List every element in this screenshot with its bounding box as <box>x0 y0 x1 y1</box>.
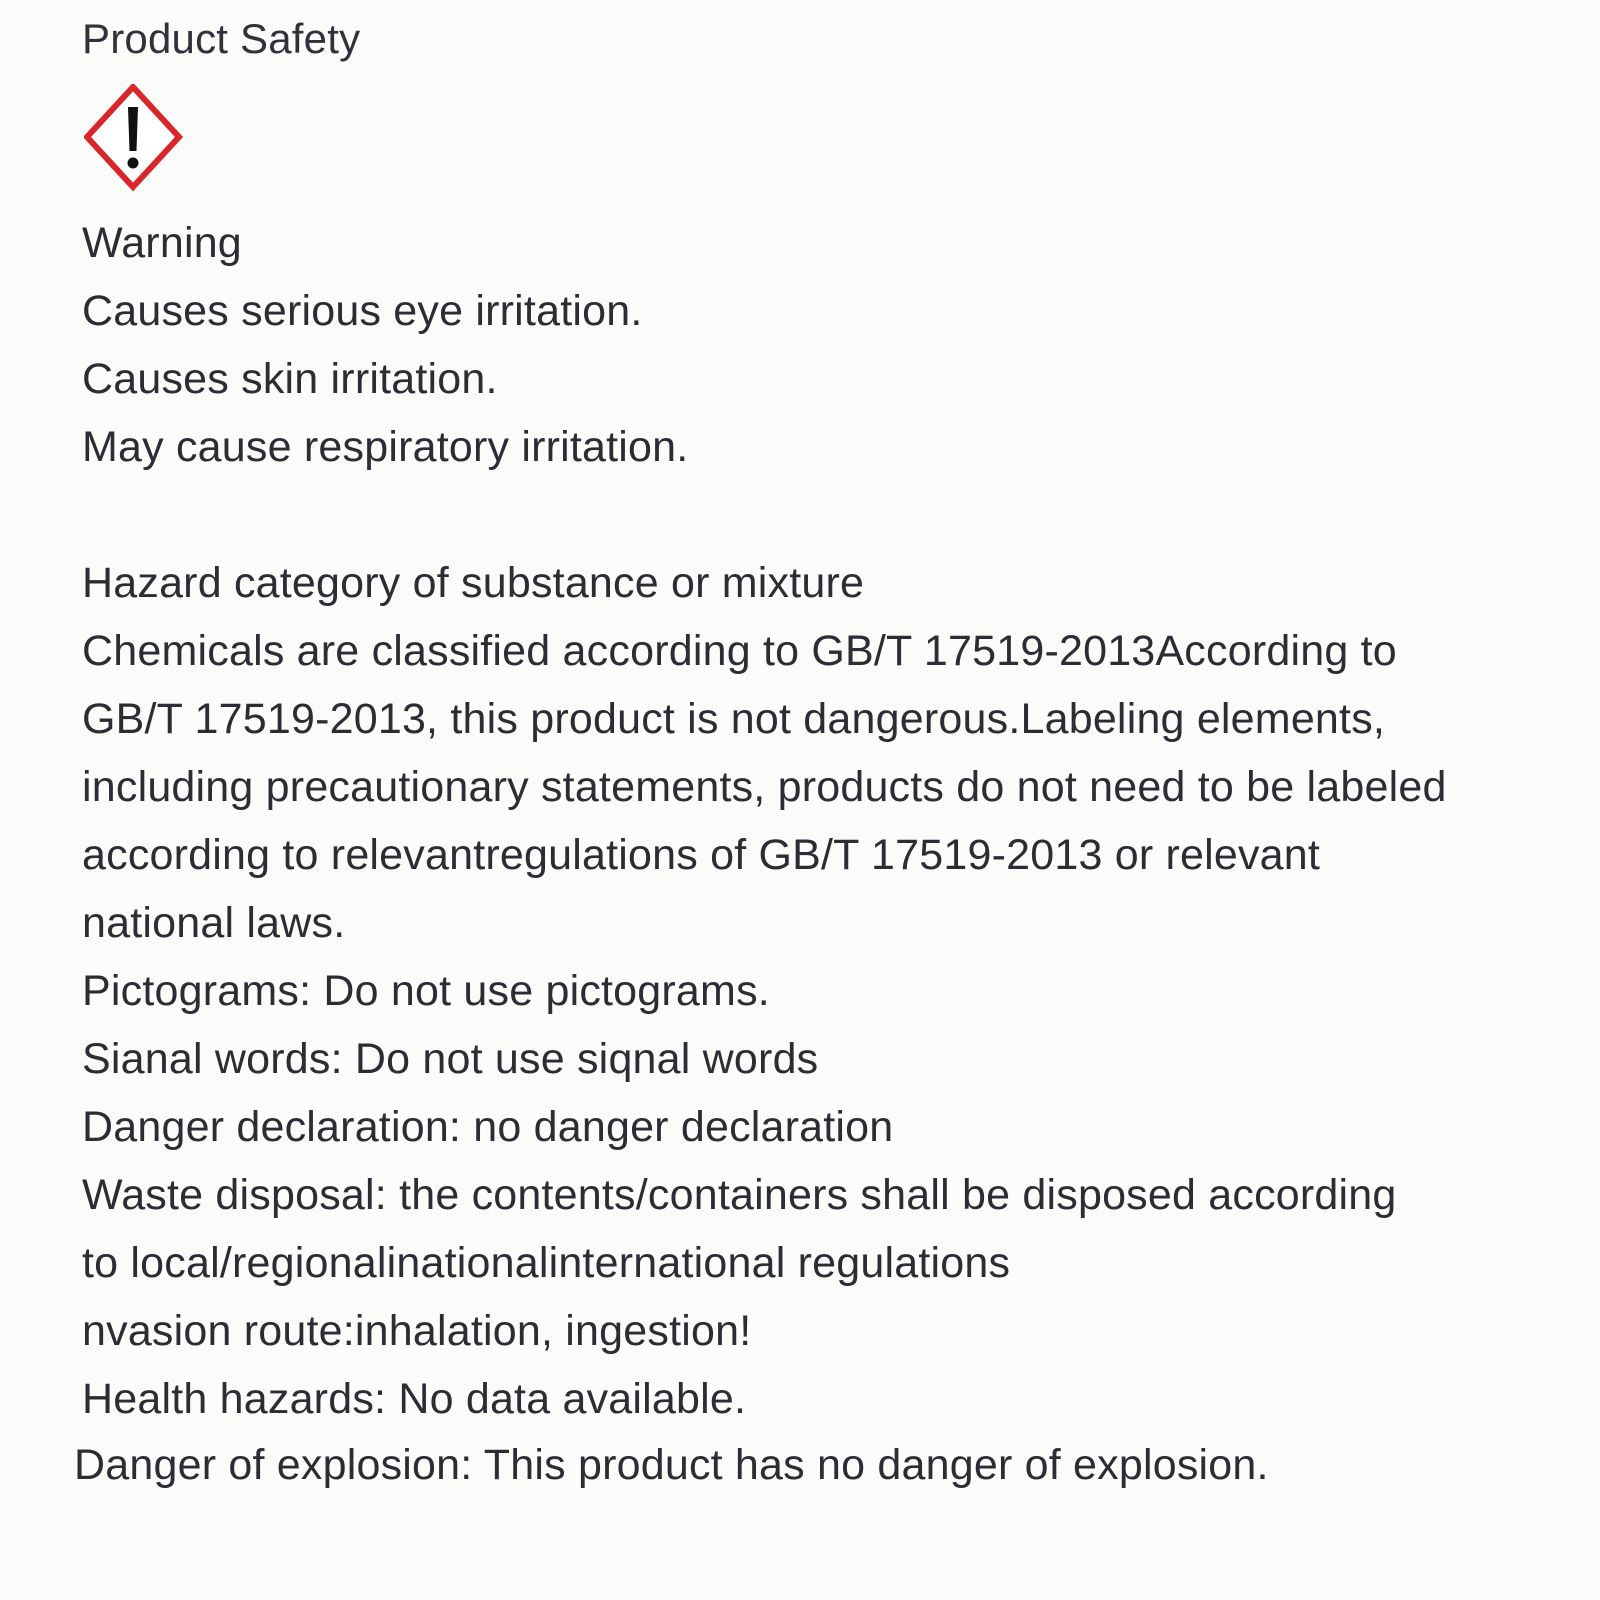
health-hazards-line: Health hazards: No data available. <box>82 1375 747 1423</box>
signal-words-line: Sianal words: Do not use siqnal words <box>82 1035 819 1083</box>
signal-word: Warning <box>82 219 242 267</box>
exclamation-hazard-icon <box>84 84 184 194</box>
hazard-statement: Causes serious eye irritation. <box>82 287 643 335</box>
classification-line: including precautionary statements, products do not need to be labeled <box>82 763 1447 811</box>
waste-disposal-line: Waste disposal: the contents/containers shall be disposed according <box>82 1171 1397 1219</box>
danger-declaration-line: Danger declaration: no danger declaration <box>82 1103 894 1151</box>
pictograms-line: Pictograms: Do not use pictograms. <box>82 967 770 1015</box>
hazard-statement: May cause respiratory irritation. <box>82 423 689 471</box>
page-title: Product Safety <box>82 15 361 62</box>
classification-line: according to relevantregulations of GB/T 17519-2013 or relevant <box>82 831 1321 879</box>
classification-line: GB/T 17519-2013, this product is not dangerous.Labeling elements, <box>82 695 1386 743</box>
invasion-route-line: nvasion route:inhalation, ingestion! <box>82 1307 752 1355</box>
classification-line: Chemicals are classified according to GB/T 17519-2013According to <box>82 627 1397 675</box>
classification-line: national laws. <box>82 899 346 947</box>
waste-disposal-line-continued: to local/regionalinationalinternational regulations <box>82 1239 1011 1287</box>
section-heading: Hazard category of substance or mixture <box>82 559 865 607</box>
hazard-statement: Causes skin irritation. <box>82 355 498 403</box>
explosion-danger-line: Danger of explosion: This product has no danger of explosion. <box>74 1441 1269 1489</box>
